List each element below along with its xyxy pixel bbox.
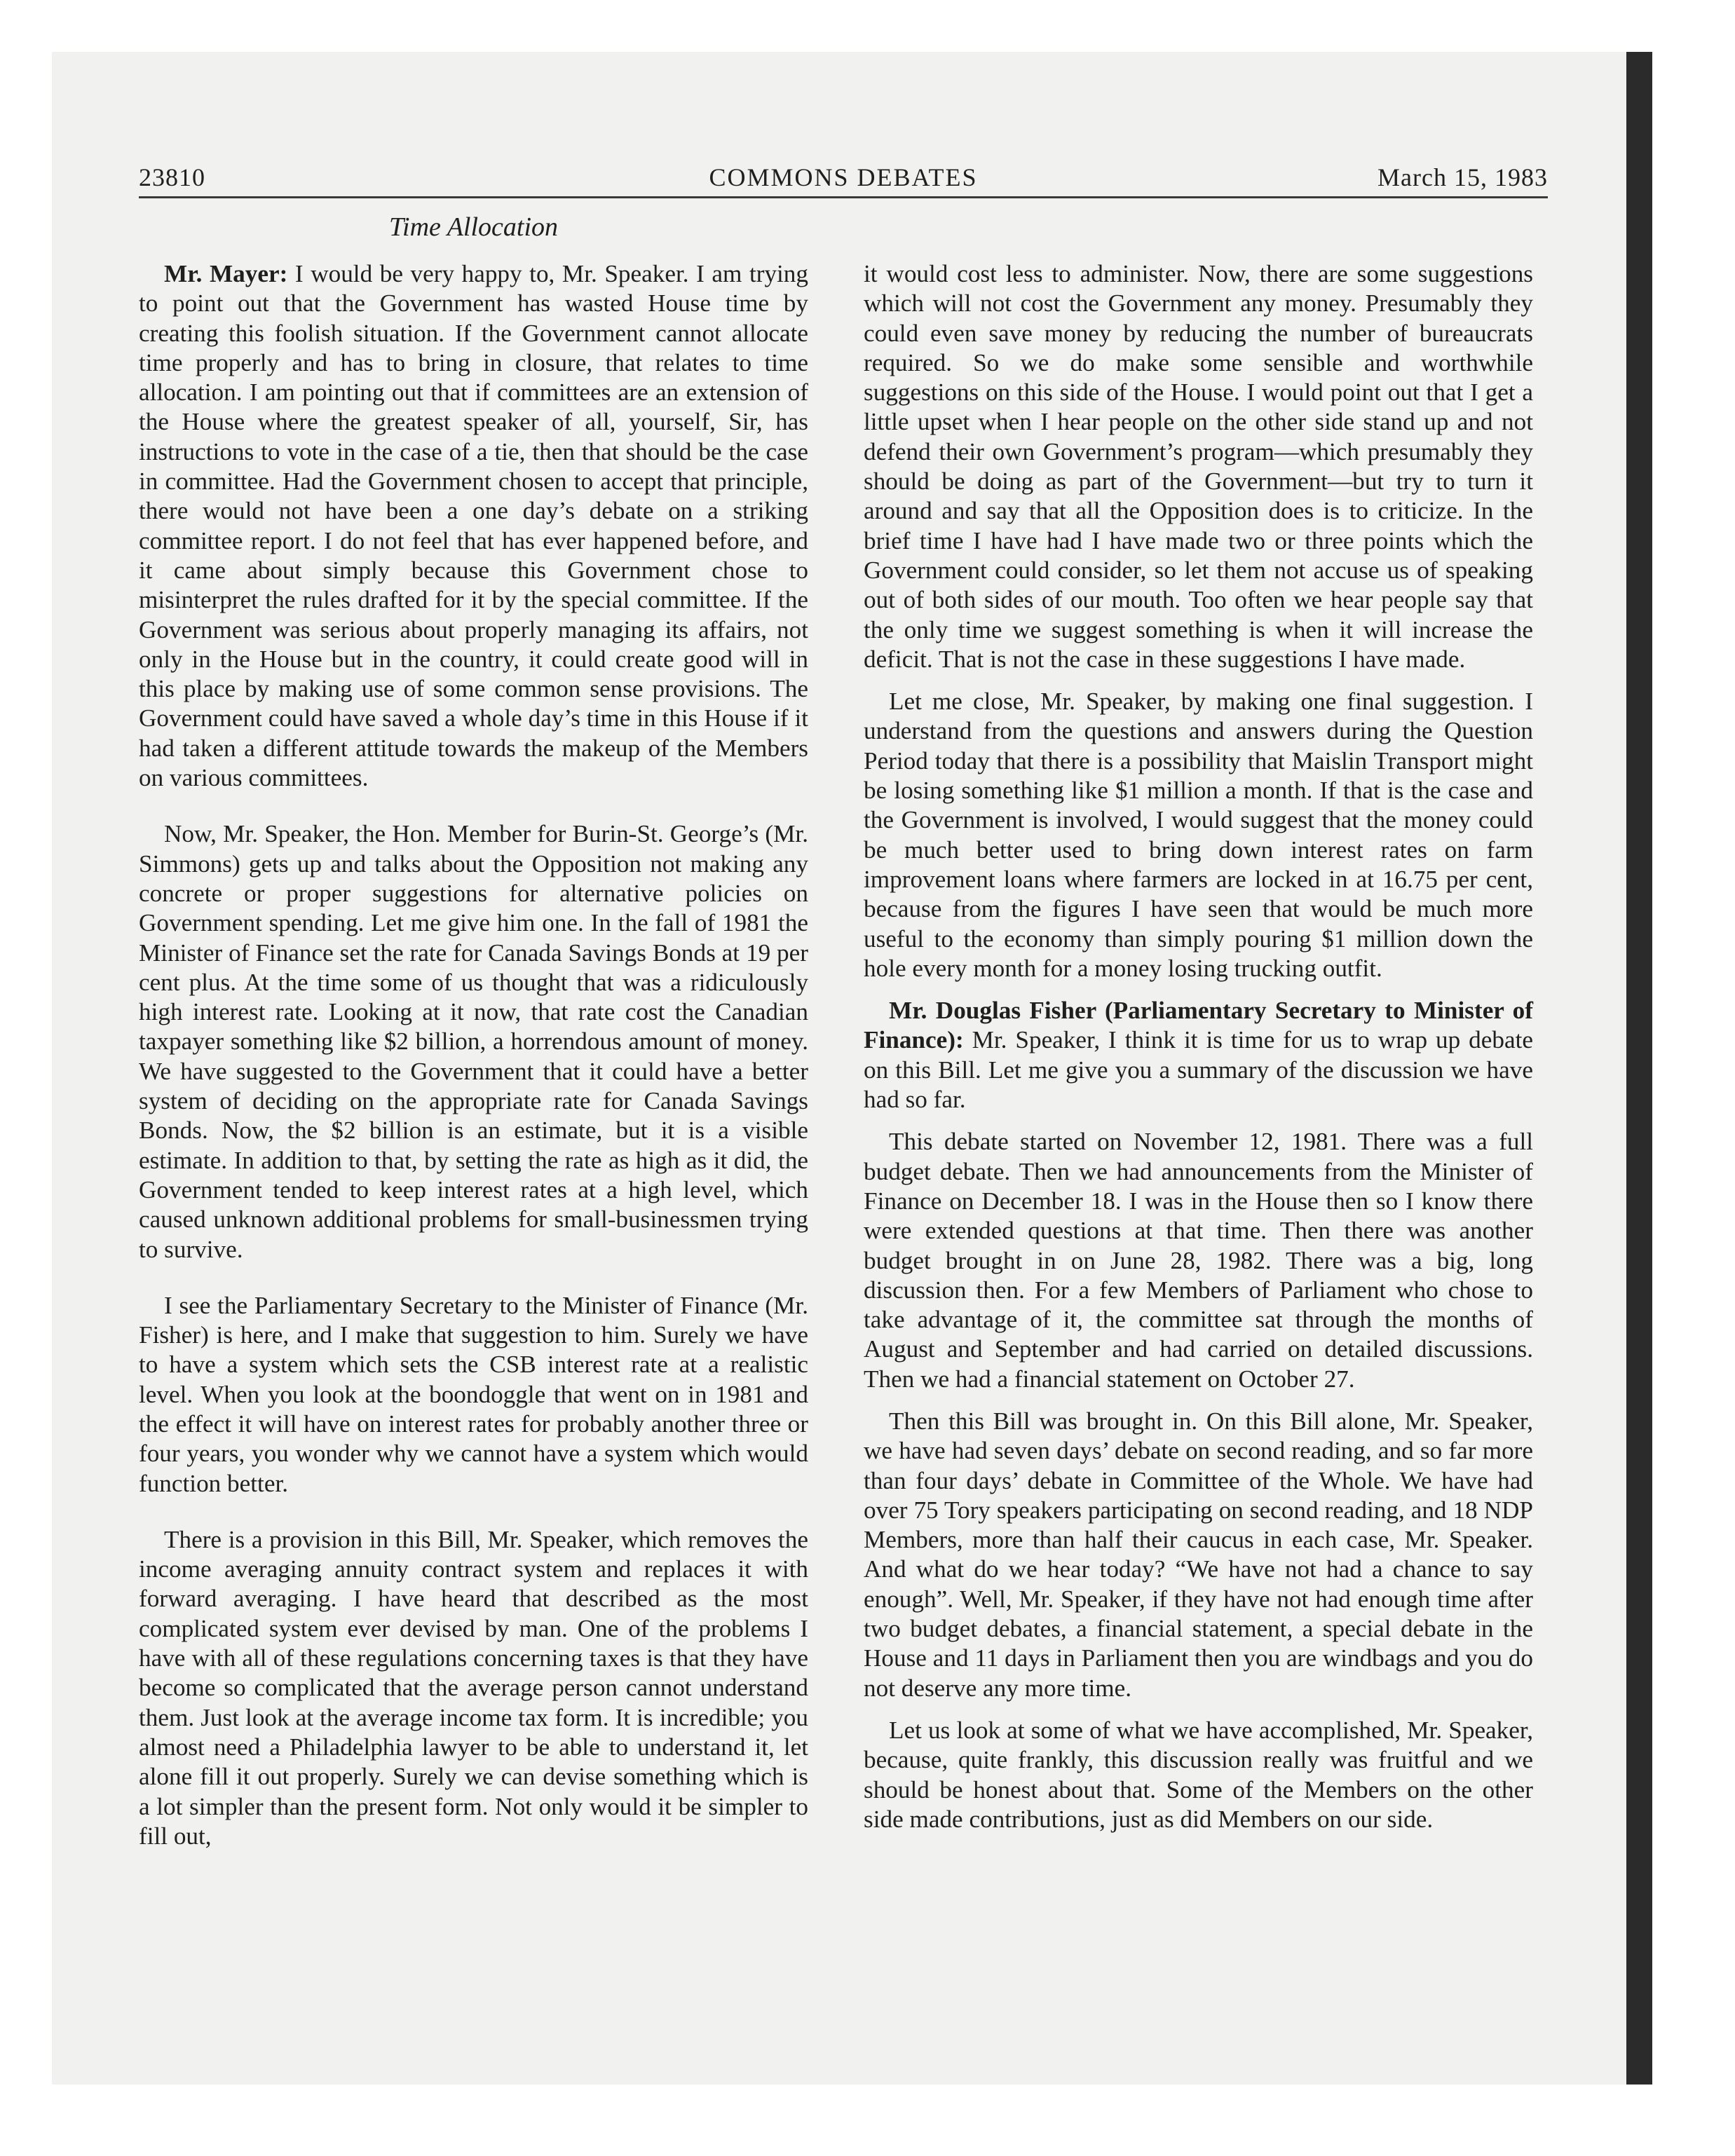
right-column [864,259,1533,1834]
paragraph: I see the Parliamentary Secretary to the Minister of Finance (Mr. Fisher) is here, and I make that suggestion to him. Surely we have to have a system which sets the CSB interest rate at a realistic level. When you look at the boondoggle that went on in 1981 and the effect it will have on interest rates for probably another three or four years, you wonder why we cannot have a system which would function better. [139,1291,808,1497]
paragraph [864,996,1533,1114]
page-header [139,163,1548,199]
header-rule [139,196,1548,198]
paragraph: Now, Mr. Speaker, the Hon. Member for Burin-St. George’s (Mr. Simmons) gets up and talks about the Opposition not making any concrete or proper suggestions for alternative policies on Government spending. Let me give him one. In the fall of 1981 the Minister of Finance set the rate for Canada Savings Bonds at 19 per cent plus. At the time some of us thought that was a ridiculously high interest rate. Looking at it now, that rate cost the Canadian taxpayer something like $2 billion, a horrendous amount of money. We have suggested to the Government that it could have a better system of deciding on the appropriate rate for Canada Savings Bonds. Now, the $2 billion is an estimate, but it is a visible estimate. In addition to that, by setting the rate as high as it did, the Government tended to keep interest rates at a high level, which caused unknown additional problems for small-businessmen trying to survive. [139,820,808,1263]
left-column [139,259,808,1851]
paragraph [139,259,808,793]
paragraph: it would cost less to administer. Now, there are some suggestions which will not cost the Government any money. Presumably they could even save money by reducing the number of bureaucrats required. So we do make some sensible and worthwhile suggestions on this side of the House. I would point out that I get a little upset when I hear people on the other side stand up and not defend their own Government’s program—which presumably they should be doing as part of the Government—but try to turn it around and say that all the Opposition does is to criticize. In the brief time I have had I have made two or three points which the Government could consider, so let them not accuse us of speaking out of both sides of our mouth. Too often we hear people say that the only time we suggest something is when it will increase the deficit. That is not the case in these suggestions I have made. [864,260,1533,673]
speech-text: I would be very happy to, Mr. Speaker. I am trying to point out that the Government has wasted House time by creating this foolish situation. If the Government cannot allocate time properly and has to bring in closure, that relates to time allocation. I am pointing out that if committees are an extension of the House where the greatest speaker of all, yourself, Sir, has instructions to vote in the case of a tie, then that should be the case in committee. Had the Government chosen to accept that principle, there would not have been a one day’s debate on a striking committee report. I do not feel that has ever happened before, and it came about simply because this Government chose to misinterpret the rules drafted for it by the special committee. If the Government was serious about properly managing its affairs, not only in the House but in the country, it could create good will in this place by making use of some common sense provisions. The Government could have saved a whole day’s time in this House if it had taken a different attitude towards the makeup of the Members on various committees. [139,260,808,792]
scan-edge-shadow [1626,52,1652,2085]
publication-title: COMMONS DEBATES [709,163,978,191]
paragraph: This debate started on November 12, 1981. There was a full budget debate. Then we had announcements from the Minister of Finance on December 18. I was in the House then so I know there were extended questions at that time. Then there was another budget brought in on June 28, 1982. There was a big, long discussion then. For a few Members of Parliament who chose to take advantage of it, the committee sat through the months of August and September and had carried on detailed discussions. Then we had a financial statement on October 27. [864,1128,1533,1393]
speaker-name: Mr. Mayer: [164,260,288,287]
paragraph: Let me close, Mr. Speaker, by making one final suggestion. I understand from the questions and answers during the Question Period today that there is a possibility that Maislin Transport might be losing something like $1 million a month. If that is the case and the Government is involved, I would suggest that the money could be much better used to bring down interest rates on farm improvement loans where farmers are locked in at 16.75 per cent, because from the figures I have seen that would be much more useful to the economy than simply pouring $1 million down the hole every month for a money losing trucking outfit. [864,688,1533,982]
speech-text: Mr. Speaker, I think it is time for us to wrap up debate on this Bill. Let me give you a summary of the discussion we have had so far. [864,1026,1533,1114]
section-running-head: Time Allocation [388,212,559,242]
paragraph: Let us look at some of what we have accomplished, Mr. Speaker, because, quite frankly, this discussion really was fruitful and we should be honest about that. Some of the Members on the other side made contributions, just as did Members on our side. [864,1716,1533,1833]
issue-date: March 15, 1983 [1377,163,1548,191]
speaker-name: Mr. Douglas Fisher (Parliamentary Secretary to Minister of Finance): [864,997,1533,1054]
page-number: 23810 [139,163,205,191]
paragraph: There is a provision in this Bill, Mr. Speaker, which removes the income averaging annuity contract system and replaces it with forward averaging. I have heard that described as the most complicated system ever devised by man. One of the problems I have with all of these regulations concerning taxes is that they have become so complicated that the average person cannot understand them. Just look at the average income tax form. It is incredible; you almost need a Philadelphia lawyer to be able to understand it, let alone fill it out properly. Surely we can devise something which is a lot simpler than the present form. Not only would it be simpler to fill out, [139,1525,808,1850]
paragraph: Then this Bill was brought in. On this Bill alone, Mr. Speaker, we have had seven days’ debate on second reading, and so far more than four days’ debate in Committee of the Whole. We have had over 75 Tory speakers participating on second reading, and 18 NDP Members, more than half their caucus in each case, Mr. Speaker. And what do we hear today? “We have not had a chance to say enough”. Well, Mr. Speaker, if they have not had enough time after two budget debates, a financial statement, a special debate in the House and 11 days in Parliament then you are windbags and you do not deserve any more time. [864,1407,1533,1702]
